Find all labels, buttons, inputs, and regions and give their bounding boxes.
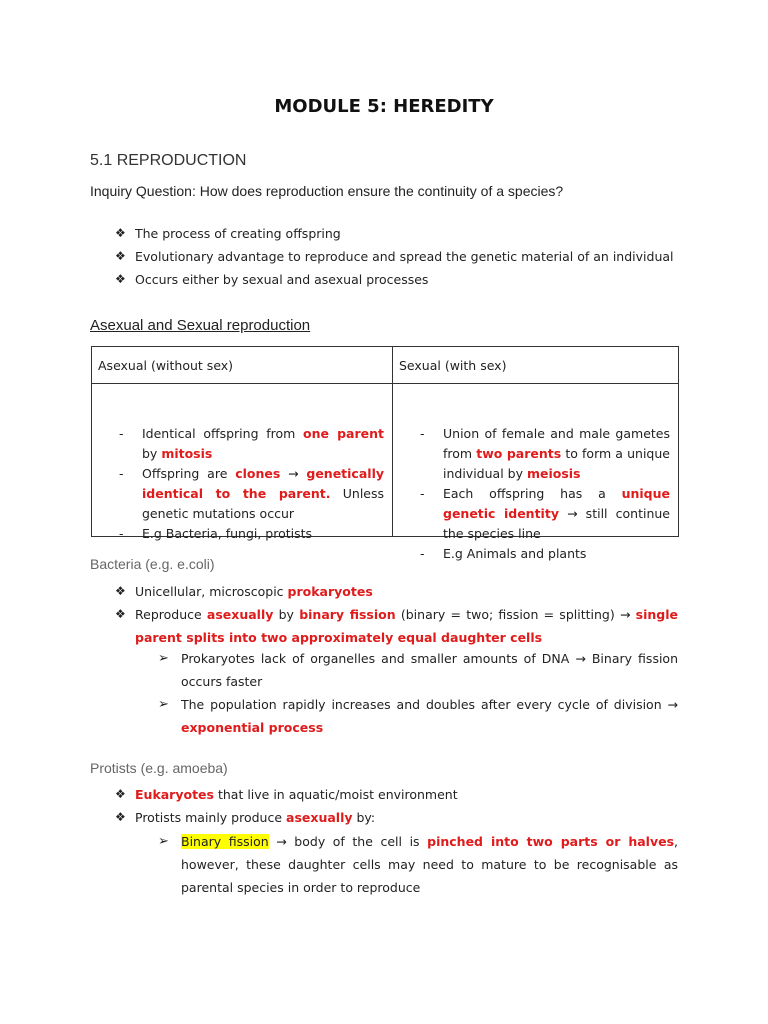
list-item: The process of creating offspring: [135, 226, 341, 241]
list-item: Evolutionary advantage to reproduce and spread the genetic material of an individual: [135, 249, 674, 264]
comparison-table: [91, 346, 679, 561]
diamond-bullet-icon: ❖: [115, 787, 126, 801]
list-item: Occurs either by sexual and asexual processes: [135, 272, 429, 287]
list-item: Identical offspring from one parent by mitosis: [142, 426, 384, 461]
arrowhead-bullet-icon: ➢: [158, 834, 169, 849]
list-item: Union of female and male gametes from two parents to form a unique individual by meiosis: [443, 426, 670, 481]
list-item: Offspring are clones → genetically identical to the parent. Unless genetic mutations occur: [142, 466, 385, 521]
list-item: Eukaryotes that live in aquatic/moist environment: [135, 787, 458, 802]
list-item: Unicellular, microscopic prokaryotes: [135, 584, 373, 599]
page-title: MODULE 5: HEREDITY: [274, 96, 494, 117]
subheading: Asexual and Sexual reproduction: [90, 317, 311, 334]
arrowhead-bullet-icon: ➢: [158, 697, 169, 712]
table-header-asexual: Asexual (without sex): [92, 347, 393, 384]
list-item: The population rapidly increases and doubles after every cycle of division → exponential process: [181, 697, 678, 735]
list-item: Binary fission → body of the cell is pinched into two parts or halves, however, these daughter cells may need to mature to be recognisable as parental species in order to reproduce: [181, 834, 678, 895]
diamond-bullet-icon: ❖: [115, 584, 126, 598]
diamond-bullet-icon: ❖: [115, 226, 126, 240]
list-item: E.g Bacteria, fungi, protists: [142, 526, 313, 541]
sexual-cell: - Union of female and male gametes from two parents to form a unique individual by meiosis - Each offspring has a unique genetic identity → still continue the species line - E.g Animals and plants: [393, 384, 679, 537]
table-header-sexual: Sexual (with sex): [393, 347, 679, 384]
asexual-cell: - Identical offspring from one parent by mitosis - Offspring are clones → genetically identical to the parent. Unless genetic mutations occur - E.g Bacteria, fungi, protists: [92, 384, 393, 537]
list-item: Prokaryotes lack of organelles and smaller amounts of DNA → Binary fission occurs faster: [181, 651, 678, 689]
diamond-bullet-icon: ❖: [115, 810, 126, 824]
diamond-bullet-icon: ❖: [115, 272, 126, 286]
list-item: Each offspring has a unique genetic identity → still continue the species line: [443, 486, 670, 541]
protists-heading: Protists (e.g. amoeba): [90, 760, 228, 776]
list-item: E.g Animals and plants: [443, 546, 587, 561]
section-heading: 5.1 REPRODUCTION: [90, 152, 247, 169]
diamond-bullet-icon: ❖: [115, 249, 126, 263]
arrowhead-bullet-icon: ➢: [158, 651, 169, 666]
inquiry-question: Inquiry Question: How does reproduction ensure the continuity of a species?: [90, 183, 564, 199]
diamond-bullet-icon: ❖: [115, 607, 126, 621]
bacteria-heading: Bacteria (e.g. e.coli): [90, 556, 215, 572]
list-item: Protists mainly produce asexually by:: [135, 810, 376, 825]
list-item: Reproduce asexually by binary fission (binary = two; fission = splitting) → single parent splits into two approximately equal daughter cells: [135, 607, 679, 645]
